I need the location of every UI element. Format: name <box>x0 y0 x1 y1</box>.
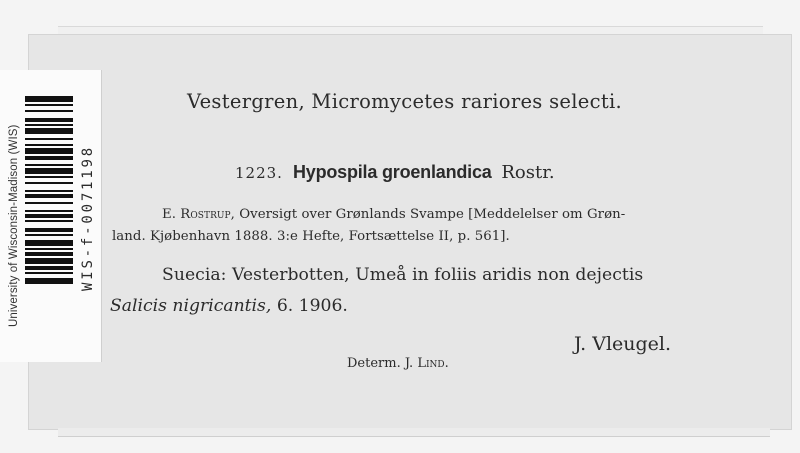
barcode-bar <box>25 144 73 146</box>
barcode-bar <box>25 104 73 106</box>
specimen-number: 1223. <box>235 164 283 182</box>
barcode-bar <box>25 234 73 236</box>
barcode-bar <box>25 182 73 184</box>
barcode-bar <box>25 124 73 126</box>
barcode-bar <box>25 240 73 246</box>
species-line <box>235 162 555 183</box>
species-author: Rostr. <box>501 162 555 183</box>
host-name: Salicis nigricantis, <box>110 296 272 316</box>
barcode-bar <box>25 148 73 154</box>
reference-author: E. Rostrup, <box>162 207 235 222</box>
barcode-bar <box>25 168 73 174</box>
institution-text: University of Wisconsin-Madison (WIS) <box>8 124 20 327</box>
barcode-bar <box>25 202 73 204</box>
host-line <box>110 296 348 316</box>
determiner-prefix: Determ. J. <box>347 356 414 371</box>
barcode-bar <box>25 252 73 256</box>
barcode-bar <box>25 96 73 102</box>
barcode-bar <box>25 266 73 270</box>
barcode-bar <box>25 164 73 166</box>
barcode <box>25 96 73 329</box>
barcode-bar <box>25 128 73 134</box>
barcode-bar <box>25 210 73 212</box>
barcode-bar <box>25 248 73 250</box>
reference-line-1 <box>162 207 625 222</box>
barcode-bar <box>25 194 73 198</box>
barcode-bar <box>25 220 73 222</box>
barcode-bar <box>25 176 73 178</box>
species-binomial: Hypospila groenlandica <box>292 162 492 182</box>
reference-text: Oversigt over Grønlands Svampe [Meddelelser om Grøn- <box>239 207 626 222</box>
barcode-bar <box>25 138 73 140</box>
locality-line: Suecia: Vesterbotten, Umeå in foliis aridis non dejectis <box>162 265 644 285</box>
barcode-bar <box>25 272 73 274</box>
collector: J. Vleugel. <box>574 333 672 355</box>
exsiccata-title: Vestergren, Micromycetes rariores selecti. <box>187 90 623 113</box>
barcode-bar <box>25 156 73 160</box>
barcode-bar <box>25 110 73 112</box>
reference-line-2: land. Kjøbenhavn 1888. 3:e Hefte, Fortsættelse II, p. 561]. <box>112 229 510 244</box>
barcode-bar <box>25 278 73 284</box>
barcode-bar <box>25 258 73 264</box>
collection-date: 6. 1906. <box>276 296 348 316</box>
barcode-bar <box>25 214 73 218</box>
label-bottom-edge <box>58 428 770 437</box>
barcode-bar <box>25 118 73 122</box>
barcode-bar <box>25 190 73 192</box>
determiner-line <box>347 356 449 371</box>
determiner-name: Lind. <box>417 356 449 371</box>
barcode-bar <box>25 228 73 232</box>
catalog-number: WIS-f-0071198 <box>80 145 96 291</box>
